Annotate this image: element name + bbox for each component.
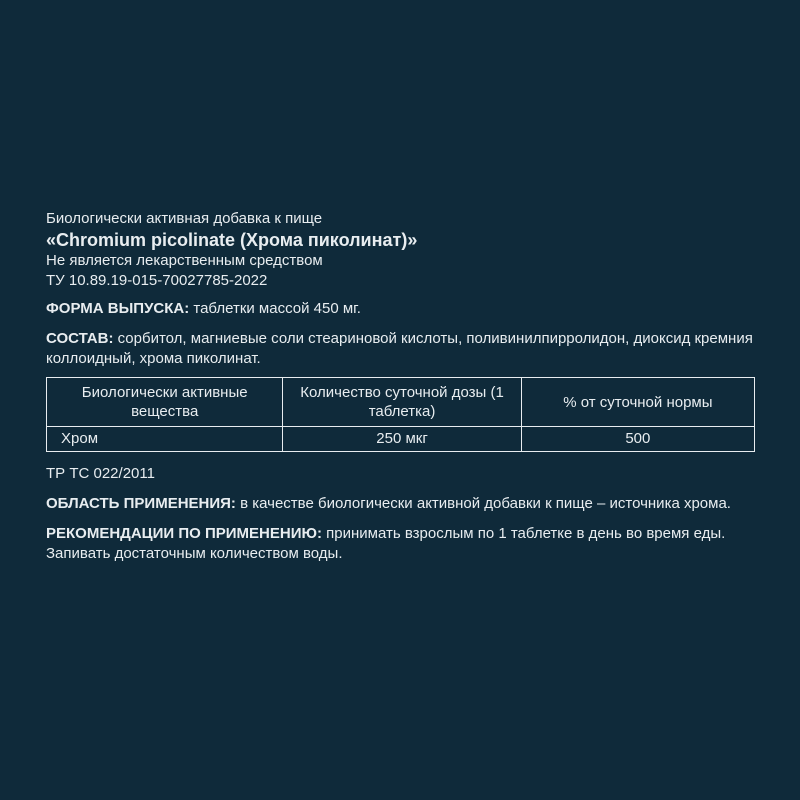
application-value: в качестве биологически активной добавки к пище – источника хрома. bbox=[235, 495, 731, 512]
table-header-row bbox=[47, 378, 755, 427]
recommendations-label: РЕКОМЕНДАЦИИ ПО ПРИМЕНЕНИЮ: bbox=[46, 525, 322, 542]
category-text: Биологически активная добавка к пище bbox=[46, 210, 323, 227]
table-row bbox=[47, 427, 755, 452]
composition-value: сорбитол, магниевые соли стеариновой кислоты, поливинилпирролидон, диоксид кремния коллоидный, хрома пиколинат. bbox=[46, 330, 753, 367]
form-value: таблетки массой 450 мг. bbox=[189, 300, 361, 317]
regulation-code: ТР ТС 022/2011 bbox=[46, 465, 155, 482]
composition-section bbox=[46, 329, 766, 369]
table-header-cell: Биологически активные вещества bbox=[47, 378, 283, 427]
recommendations-value: принимать взрослым по 1 таблетке в день во время еды. Запивать достаточным количеством воды. bbox=[46, 525, 726, 562]
nutrient-table bbox=[46, 377, 755, 452]
composition-label: СОСТАВ: bbox=[46, 330, 114, 347]
table-cell-substance: Хром bbox=[47, 427, 283, 452]
form-section bbox=[46, 299, 766, 319]
product-name: «Chromium picolinate (Хрома пиколинат)» bbox=[46, 230, 418, 250]
application-label: ОБЛАСТЬ ПРИМЕНЕНИЯ: bbox=[46, 495, 236, 512]
recommendations-section bbox=[46, 524, 766, 564]
not-medicine-notice: Не является лекарственным средством bbox=[46, 252, 323, 269]
application-section bbox=[46, 494, 766, 514]
form-label: ФОРМА ВЫПУСКА: bbox=[46, 300, 190, 317]
table-cell-percent: 500 bbox=[521, 427, 754, 452]
table-header-cell: Количество суточной дозы (1 таблетка) bbox=[283, 378, 521, 427]
spec-code: ТУ 10.89.19-015-70027785-2022 bbox=[46, 272, 268, 289]
table-cell-amount: 250 мкг bbox=[283, 427, 521, 452]
label-text-block bbox=[46, 209, 766, 564]
table-header-cell: % от суточной нормы bbox=[521, 378, 754, 427]
